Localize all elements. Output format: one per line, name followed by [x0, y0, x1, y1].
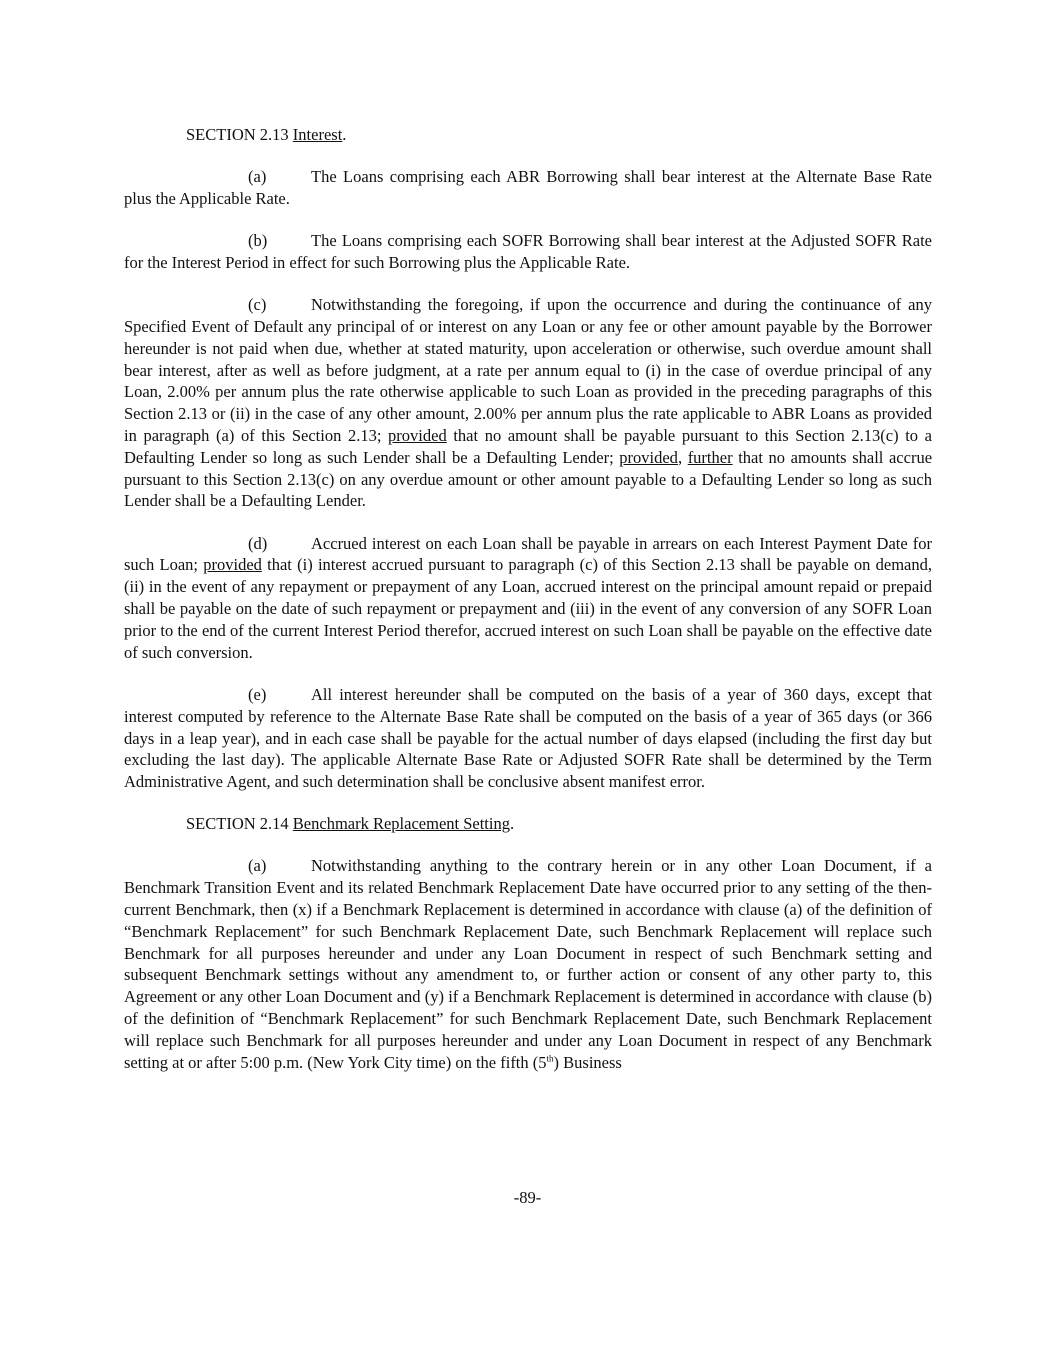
- section-2-13-heading: SECTION 2.13 Interest.: [186, 125, 347, 144]
- paragraph-2-13-b: [124, 230, 932, 274]
- paragraph-label: (d): [248, 533, 268, 553]
- section-title: Interest: [292, 125, 343, 144]
- paragraph-text: that no amounts shall accrue pursuant to this Section 2.13(c) on any overdue amount or other amount payable to a Defaulting Lender so long as such Lender shall be a Defaulting Lender.: [124, 447, 933, 511]
- section-title: Benchmark Replacement Setting: [292, 814, 510, 834]
- page-number: -89-: [513, 1188, 542, 1207]
- paragraph-2-13-a: [124, 166, 932, 210]
- paragraph-2-13-d: [124, 533, 932, 664]
- paragraph-text: All interest hereunder shall be computed on the basis of a year of 360 days, except that interest computed by reference to the Alternate Base Rate shall be computed on the basis of a year of 365 days (or 366 days in a leap year), and in each case shall be payable for the actual number of days elapsed (including the first day but excluding the last day). The applicable Alternate Base Rate or Adjusted SOFR Rate shall be determined by the Term Administrative Agent, and such determination shall be conclusive absent manifest error.: [124, 684, 932, 792]
- paragraph-text: ) Business: [553, 1052, 622, 1072]
- paragraph-text: Notwithstanding anything to the contrary herein or in any other Loan Document, if a Benchmark Transition Event and its related Benchmark Replacement Date have occurred prior to any setting of the then-current Benchmark, then (x) if a Benchmark Replacement is determined in accordance with clause (a) of the definition of “Benchmark Replacement” for such Benchmark Replacement Date, such Benchmark Replacement will replace such Benchmark for all purposes hereunder and under any Loan Document in respect of such Benchmark setting and subsequent Benchmark settings without any amendment to, or further action or consent of any other party to, this Agreement or any other Loan Document and (y) if a Benchmark Replacement is determined in accordance with clause (b) of the definition of “Benchmark Replacement” for such Benchmark Replacement Date, such Benchmark Replacement will replace such Benchmark for all purposes hereunder and under any Loan Document in respect of any Benchmark setting at or after 5:00 p.m. (New York City time) on the fifth (5: [124, 856, 932, 1072]
- superscript-th: th: [546, 1053, 554, 1064]
- paragraph-label: (c): [248, 295, 267, 315]
- section-number: SECTION 2.13: [186, 125, 289, 144]
- paragraph-label: (b): [248, 231, 268, 251]
- document-page: [124, 124, 932, 1094]
- paragraph-text: that (i) interest accrued pursuant to paragraph (c) of this Section 2.13 shall be payable on demand, (ii) in the event of any repayment or prepayment of any Loan, accrued interest on the principal amount repaid or prepaid shall be payable on the date of such repayment or prepayment and (iii) in the event of any conversion of any SOFR Loan prior to the end of the current Interest Period therefor, accrued interest on such Loan shall be payable on the effective date of such conversion.: [124, 555, 933, 662]
- paragraph-text: that no amount shall be payable pursuant to this Section 2.13(c) to a Defaulting Lender so long as such Lender shall be a Defaulting Lender;: [124, 425, 932, 467]
- further-term: further: [687, 447, 733, 467]
- paragraph-text: Notwithstanding the foregoing, if upon the occurrence and during the continuance of any Specified Event of Default any principal of or interest on any Loan or any fee or other amount payable by the Borrower hereunder is not paid when due, whether at stated maturity, upon acceleration or otherwise, such overdue amount shall bear interest, after as well as before judgment, at a rate per annum equal to (i) in the case of overdue principal of any Loan, 2.00% per annum plus the rate otherwise applicable to such Loan as provided in the preceding paragraphs of this Section 2.13 or (ii) in the case of any other amount, 2.00% per annum plus the rate applicable to ABR Loans as provided in paragraph (a) of this Section 2.13;: [124, 295, 932, 445]
- paragraph-2-13-c: [124, 294, 932, 512]
- provided-term: provided: [203, 555, 262, 575]
- separator: ,: [677, 447, 688, 467]
- paragraph-label: (a): [248, 856, 267, 876]
- paragraph-text: The Loans comprising each SOFR Borrowing shall bear interest at the Adjusted SOFR Rate for the Interest Period in effect for such Borrowing plus the Applicable Rate.: [124, 231, 932, 272]
- provided-term: provided: [619, 447, 678, 467]
- provided-term: provided: [388, 425, 447, 445]
- section-number: SECTION 2.14: [186, 814, 289, 834]
- paragraph-label: (e): [248, 684, 267, 704]
- paragraph-2-13-e: [124, 684, 932, 793]
- paragraph-text: Accrued interest on each Loan shall be payable in arrears on each Interest Payment Date for such Loan;: [124, 533, 932, 575]
- paragraph-label: (a): [248, 167, 267, 186]
- paragraph-text: The Loans comprising each ABR Borrowing shall bear interest at the Alternate Base Rate plus the Applicable Rate.: [124, 167, 932, 208]
- section-2-14-heading: SECTION 2.14 Benchmark Replacement Setting.: [186, 814, 515, 834]
- paragraph-2-14-a: [124, 855, 932, 1073]
